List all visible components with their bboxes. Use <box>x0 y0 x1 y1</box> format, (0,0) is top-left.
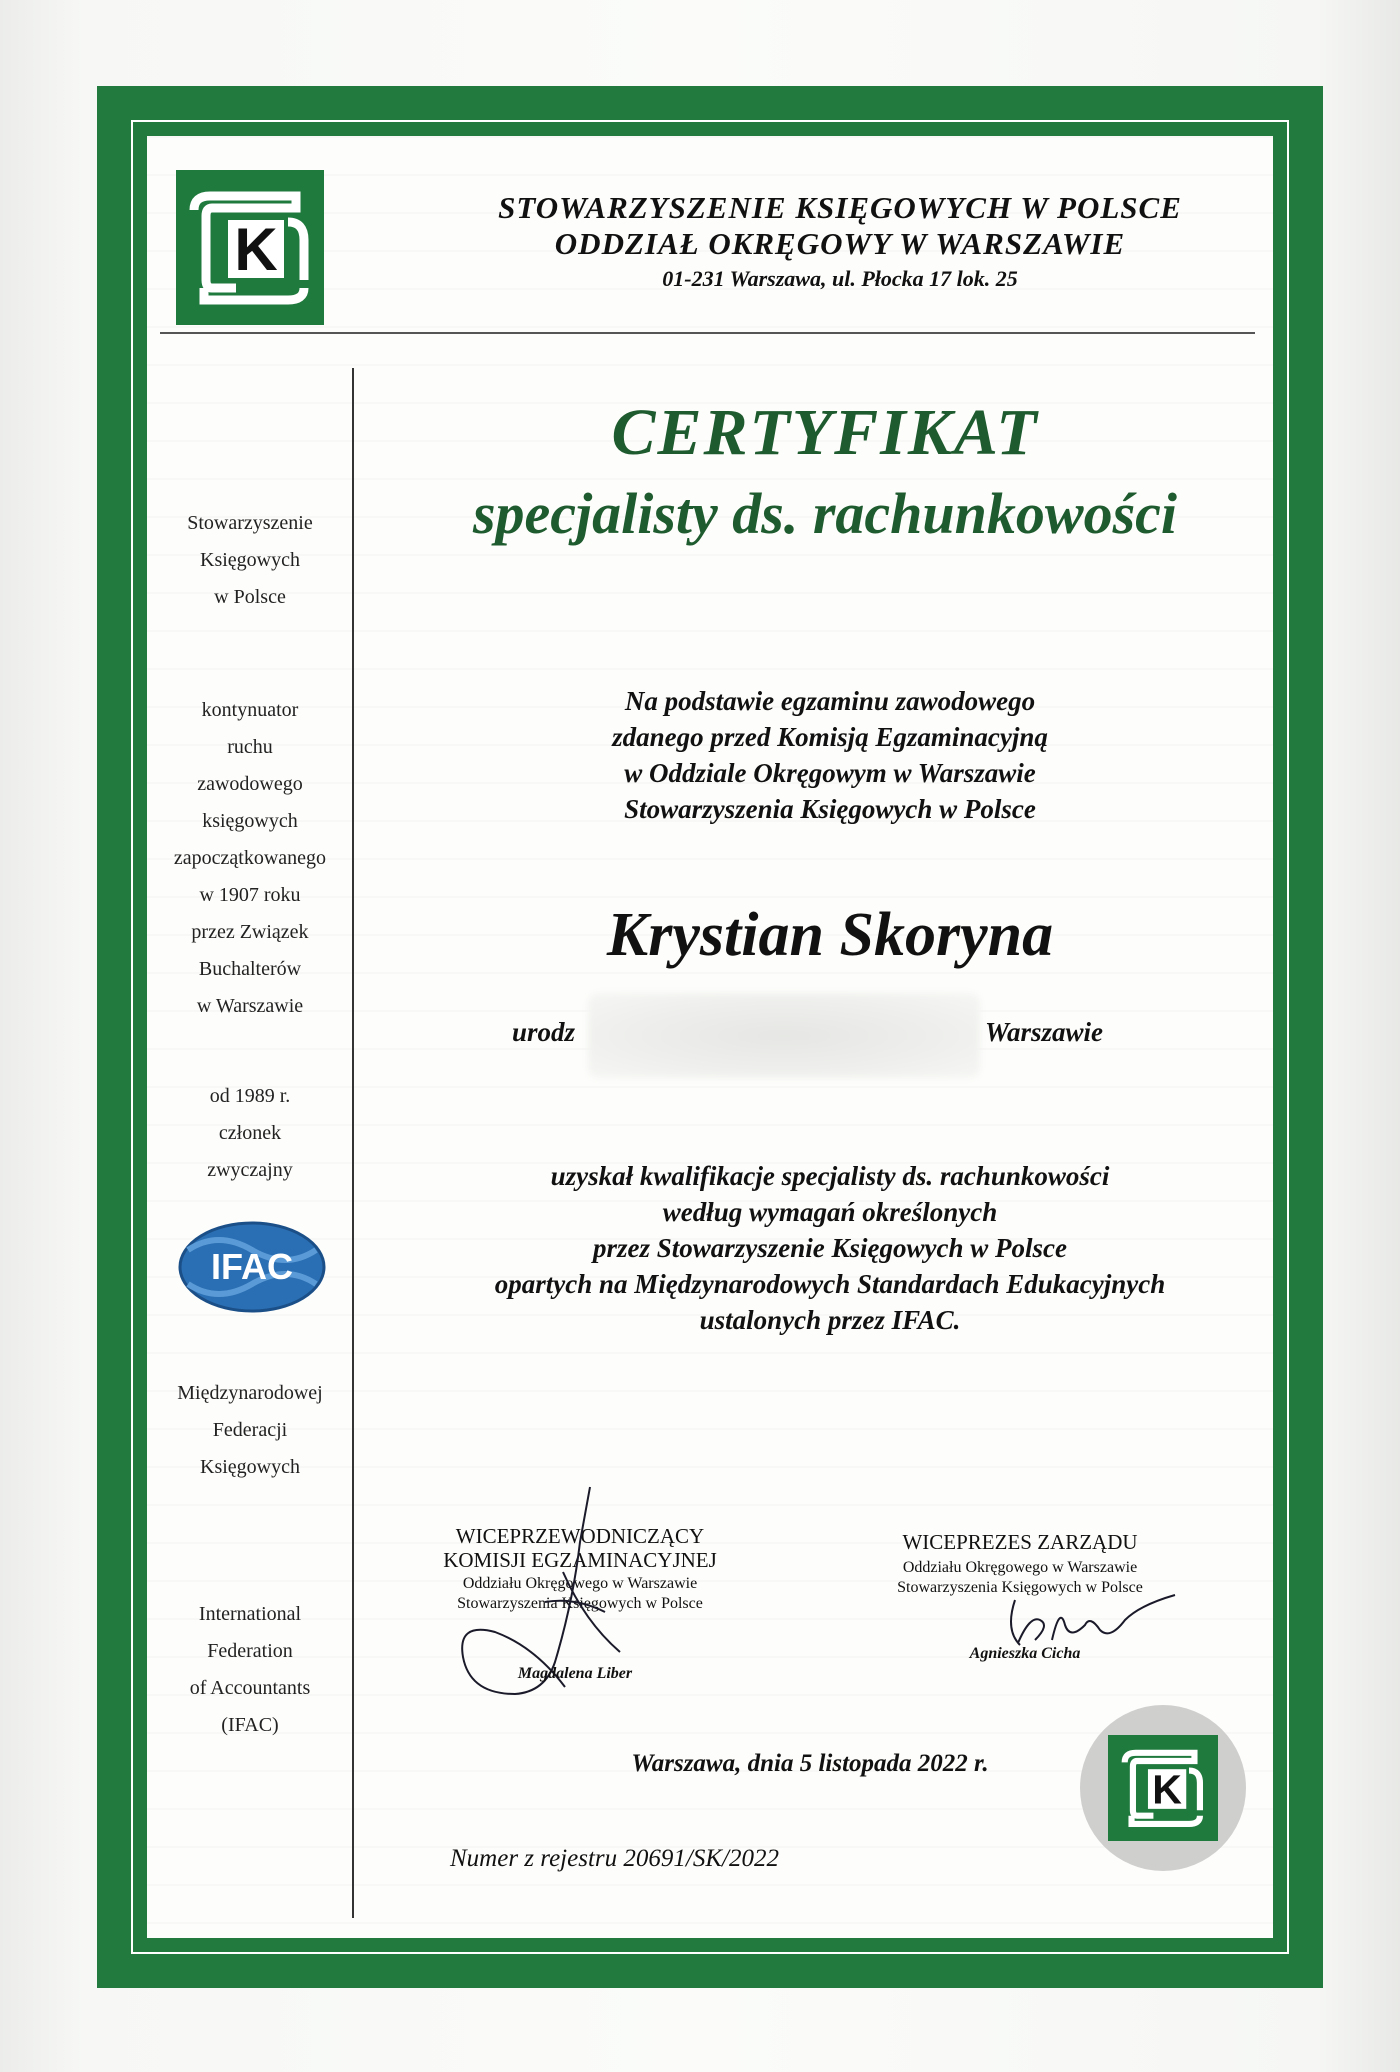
sidebar-text: kontynuator <box>201 699 299 721</box>
sidebar-text: Księgowych <box>200 549 300 571</box>
register-number: Numer z rejestru 20691/SK/2022 <box>450 1845 779 1872</box>
sidebar-text: przez Związek <box>191 921 309 943</box>
sidebar-text: of Accountants <box>189 1677 311 1699</box>
left-signatory-title-line: WICEPRZEWODNICZĄCY <box>455 1524 705 1548</box>
sidebar-text: zawodowego <box>197 773 303 795</box>
intro-line: w Oddziale Okręgowym w Warszawie <box>624 758 1036 788</box>
sidebar-text: w Warszawie <box>196 995 304 1017</box>
born-suffix: Warszawie <box>985 1017 1104 1047</box>
sk-seal-mark <box>1108 1735 1218 1841</box>
qualification-line: ustalonych przez IFAC. <box>699 1305 961 1335</box>
qualification-line: uzyskał kwalifikacje specjalisty ds. rachunkowości <box>550 1161 1110 1191</box>
redacted-birth-info <box>588 993 980 1078</box>
left-signatory-org-line: Oddziału Okręgowego w Warszawie <box>462 1575 698 1592</box>
svg-text:K: K <box>234 216 278 283</box>
intro-line: Stowarzyszenia Księgowych w Polsce <box>624 794 1036 824</box>
right-signatory-title-line: WICEPREZES ZARZĄDU <box>902 1530 1138 1554</box>
certificate-title: CERTYFIKAT <box>611 396 1039 469</box>
sidebar-text: zwyczajny <box>207 1159 293 1181</box>
organization-header <box>420 190 1260 296</box>
sidebar-text: Księgowych <box>200 1456 300 1478</box>
svg-text:K: K <box>1152 1766 1182 1813</box>
issue-date: Warszawa, dnia 5 listopada 2022 r. <box>631 1750 989 1777</box>
right-signatory-org-line: Oddziału Okręgowego w Warszawie <box>902 1559 1138 1576</box>
org-branch: ODDZIAŁ OKRĘGOWY W WARSZAWIE <box>554 226 1126 261</box>
qualification-paragraph <box>380 1158 1280 1338</box>
sidebar-text: International <box>198 1603 302 1625</box>
left-signatory-name: Magdalena Liber <box>517 1665 633 1682</box>
left-signatory-title-line: KOMISJI EGZAMINACYJNEJ <box>443 1548 717 1572</box>
qualification-line: opartych na Międzynarodowych Standardach Edukacyjnych <box>494 1269 1166 1299</box>
sidebar-text: ruchu <box>227 736 273 758</box>
sidebar-text: Federation <box>207 1640 293 1662</box>
sidebar-text: członek <box>218 1122 282 1144</box>
sidebar-text: Międzynarodowej <box>177 1382 323 1404</box>
sidebar-text: w Polsce <box>214 586 286 608</box>
sidebar-text: zapoczątkowanego <box>173 847 327 869</box>
header-divider <box>160 332 1255 334</box>
sidebar-text: (IFAC) <box>221 1714 279 1736</box>
sidebar-block-association <box>160 505 340 616</box>
column-divider <box>352 368 354 1918</box>
sidebar-text: Federacji <box>212 1419 288 1441</box>
intro-line: Na podstawie egzaminu zawodowego <box>624 686 1036 716</box>
holder-name: Krystian Skoryna <box>606 901 1054 969</box>
intro-line: zdanego przed Komisją Egzaminacyjną <box>612 722 1048 752</box>
sidebar-block-federation-pl <box>160 1375 340 1486</box>
qualification-line: przez Stowarzyszenie Księgowych w Polsce <box>592 1233 1067 1263</box>
left-signatory-org-line: Stowarzyszenia Księgowych w Polsce <box>457 1595 703 1612</box>
sidebar-block-membership <box>160 1078 340 1189</box>
org-address: 01-231 Warszawa, ul. Płocka 17 lok. 25 <box>662 266 1018 291</box>
right-signatory-title <box>860 1530 1180 1554</box>
sk-logo-mark <box>176 170 324 325</box>
right-signatory-org-line: Stowarzyszenia Księgowych w Polsce <box>897 1579 1143 1596</box>
ifac-logo-text: IFAC <box>210 1246 294 1287</box>
sidebar-block-history <box>160 692 340 1025</box>
born-prefix: urodz <box>512 1017 576 1047</box>
sk-seal-logo <box>1108 1735 1218 1841</box>
qualification-line: według wymagań określonych <box>662 1197 998 1227</box>
ifac-logo-mark <box>178 1220 326 1315</box>
ifac-logo <box>178 1220 326 1315</box>
sidebar-text: Stowarzyszenie <box>187 512 313 534</box>
right-signatory-name: Agnieszka Cicha <box>969 1645 1081 1662</box>
sidebar-block-federation-en <box>160 1596 340 1744</box>
sidebar-text: w 1907 roku <box>199 884 301 906</box>
sk-logo <box>176 170 324 325</box>
org-name: STOWARZYSZENIE KSIĘGOWYCH W POLSCE <box>498 190 1182 225</box>
intro-paragraph <box>380 683 1280 827</box>
sidebar-text: od 1989 r. <box>209 1085 291 1107</box>
certificate-subtitle: specjalisty ds. rachunkowości <box>472 481 1178 546</box>
sk-seal <box>1080 1705 1246 1871</box>
sidebar-text: Buchalterów <box>198 958 302 980</box>
sidebar-text: księgowych <box>202 810 298 832</box>
